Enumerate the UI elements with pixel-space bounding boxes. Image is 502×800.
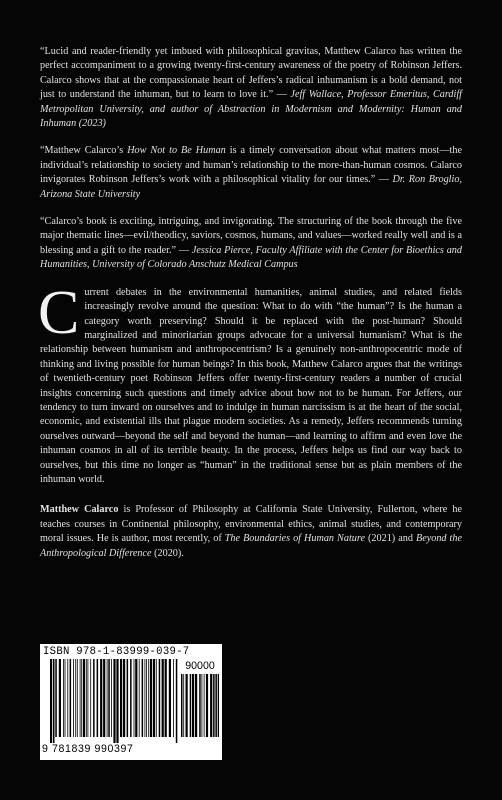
book-description xyxy=(38,278,462,488)
blurb-3 xyxy=(40,215,462,273)
ean-barcode-bars xyxy=(50,659,178,743)
author-bio xyxy=(40,503,462,561)
bio-text-pre: is Professor of Philosophy at California State University, Fullerton, where he teaches courses in Continental philosophy, environmental ethics, animal studies, and contemporary moral issues. He is author, most recently, of xyxy=(40,504,463,545)
price-addon-digits: 90000 xyxy=(185,660,215,672)
drop-cap: C xyxy=(38,278,80,347)
blurb-1-quote: “Lucid and reader-friendly yet imbued with philosophical gravitas, Matthew Calarco has written the perfect accompaniment to a growing twenty-first-century awareness of the poetry of Robinson Jeffers. Calarco shows that at the compassionate heart of Jeffers’s radical inhumanism is a bold demand, not just to understand the inhuman, but to learn to love it.” — xyxy=(40,46,462,101)
blurb-1 xyxy=(40,45,462,131)
blurb-2-quote-pre: “Matthew Calarco’s xyxy=(40,145,128,157)
author-name: Matthew Calarco xyxy=(40,504,119,516)
ean-digits: 9 781839 990397 xyxy=(42,743,134,755)
bio-title-2: Beyond the Anthropological Difference xyxy=(40,533,462,559)
bio-title-1: The Boundaries of Human Nature xyxy=(224,533,365,545)
blurb-1-attribution: Jeff Wallace, Professor Emeritus, Cardiff Metropolitan University, and author of Abstraction in Modernism and Modernity: Human and Inhuman (2023) xyxy=(40,89,462,130)
bio-text-post: (2020). xyxy=(151,547,184,559)
blurb-2-attribution: Dr. Ron Broglio, Arizona State University xyxy=(40,174,462,200)
description-text: urrent debates in the environmental humanities, animal studies, and related fields increasingly revolve around the question: What to do with “the human”? Is the human a category worth preserving? Should it be replaced with the post-human? Should marginalized and minoritarian groups advocate for a universal humanism? What is the relationship between humanism and anthropocentrism? Is a genuinely non-anthropocentric mode of thinking and living possible for human beings? In this book, Matthew Calarco argues that the writings of twentieth-century poet Robinson Jeffers offer twenty-first-century readers a number of crucial insights concerning such questions and timely advice about how not to be human. For Jeffers, our tendency to turn inward on ourselves and to indulge in human narcissism is at the heart of the social, economic, and existential ills that plague modern societies. As a remedy, Jeffers recommends turning ourselves outward—beyond the self and beyond the human—and learning to affirm and even love the inhuman cosmos in all of its terrible beauty. In the process, Jeffers helps us find our way back to ourselves, but this time no longer as “human” in the traditional sense but as plain members of the inhuman world. xyxy=(40,286,462,485)
blurb-2-book-title: How Not to Be Human xyxy=(127,145,226,157)
blurb-3-attribution: Jessica Pierce, Faculty Affiliate with the Center for Bioethics and Humanities, University of Colorado Anschutz Medical Campus xyxy=(40,244,462,271)
blurb-2 xyxy=(40,144,462,202)
addon-barcode-bars xyxy=(181,674,219,743)
blurb-2-quote-post: is a timely conversation about what matters most—the individual’s relationship to society and human’s relationship to the more-than-human cosmos. Calarco invigorates Robinson Jeffers’s work with a philosophical vitality for our times.” — xyxy=(40,145,462,186)
blurb-3-quote: “Calarco’s book is exciting, intriguing, and invigorating. The structuring of the book through the five major thematic lines—evil/theodicy, saviors, cosmos, humans, and values—worked really well and is a blessing and a gift to the reader.” — xyxy=(40,216,462,256)
bio-text-mid: (2021) and xyxy=(364,533,416,545)
isbn-label: ISBN 978-1-83999-039-7 xyxy=(43,646,190,658)
isbn-barcode xyxy=(40,644,222,760)
